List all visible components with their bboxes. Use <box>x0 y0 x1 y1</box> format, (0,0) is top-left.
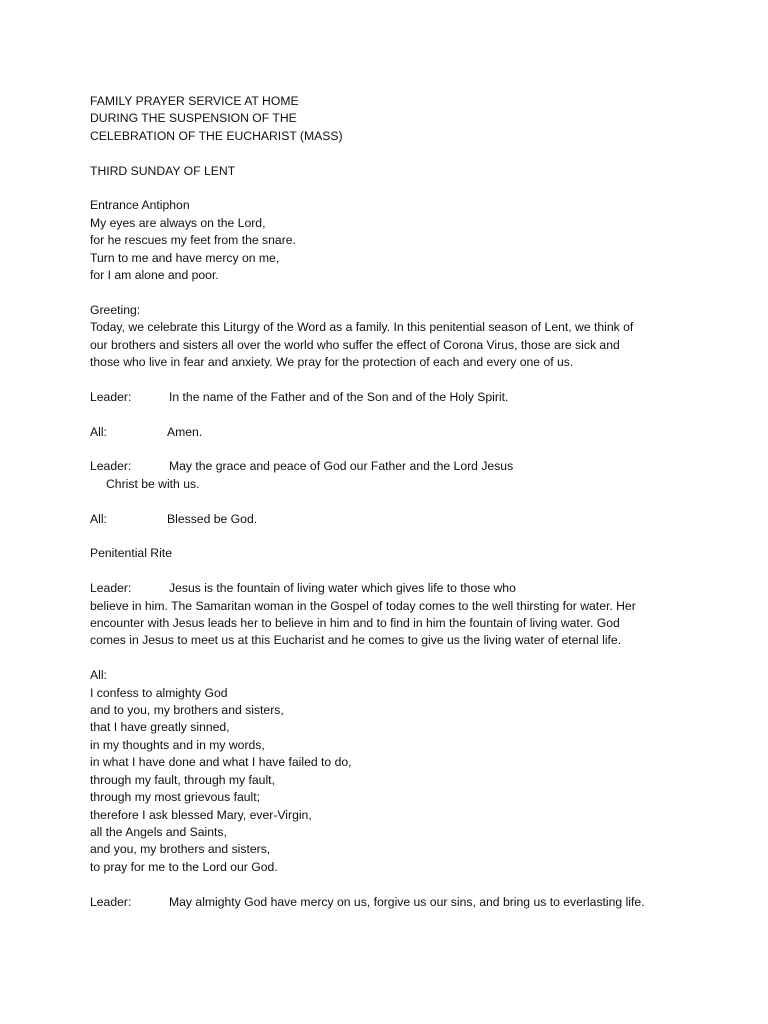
spacer <box>90 650 690 667</box>
all-response <box>90 424 690 441</box>
speaker-label: All: <box>90 511 107 526</box>
greeting-heading: Greeting: <box>90 302 141 317</box>
confiteor-line: in my thoughts and in my words, <box>90 737 265 752</box>
confiteor-line: through my most grievous fault; <box>90 790 261 805</box>
all-response <box>90 511 690 528</box>
confiteor-line: and to you, my brothers and sisters, <box>90 703 284 718</box>
spacer <box>90 406 690 423</box>
greeting-section <box>90 302 690 372</box>
penitential-line: encounter with Jesus leads her to believe in him and to find in him the fountain of living water. God <box>90 616 620 631</box>
confiteor-line: that I have greatly sinned, <box>90 720 230 735</box>
speaker-label: Leader: <box>90 459 132 474</box>
confiteor-heading: All: <box>90 668 107 683</box>
speaker-label: All: <box>90 424 107 439</box>
response-text: Amen. <box>167 424 203 439</box>
spacer <box>90 441 690 458</box>
confiteor-line: I confess to almighty God <box>90 685 228 700</box>
leader-continuation: Christ be with us. <box>106 476 200 491</box>
leader-line <box>90 894 690 911</box>
spacer <box>90 180 690 197</box>
speaker-label: Leader: <box>90 389 132 404</box>
response-text: Blessed be God. <box>167 511 258 526</box>
antiphon-line: for he rescues my feet from the snare. <box>90 233 296 248</box>
entrance-antiphon-heading: Entrance Antiphon <box>90 198 190 213</box>
spacer <box>90 493 690 510</box>
confiteor-line: in what I have done and what I have failed to do, <box>90 755 352 770</box>
title-line: CELEBRATION OF THE EUCHARIST (MASS) <box>90 128 343 143</box>
antiphon-line: My eyes are always on the Lord, <box>90 215 266 230</box>
spacer <box>90 145 690 162</box>
document-body <box>90 93 690 911</box>
title-line: DURING THE SUSPENSION OF THE <box>90 111 297 126</box>
spacer <box>90 876 690 893</box>
confiteor-line: to pray for me to the Lord our God. <box>90 859 278 874</box>
document-title <box>90 93 690 145</box>
spacer <box>90 371 690 388</box>
leader-text: In the name of the Father and of the Son and of the Holy Spirit. <box>169 389 509 404</box>
leader-line <box>90 389 690 406</box>
penitential-line: believe in him. The Samaritan woman in the Gospel of today comes to the well thirsting for water. Her <box>90 598 636 613</box>
greeting-line: those who live in fear and anxiety. We pray for the protection of each and every one of us. <box>90 355 574 370</box>
confiteor-line: and you, my brothers and sisters, <box>90 842 271 857</box>
penitential-rite-section <box>90 545 690 649</box>
spacer <box>90 528 690 545</box>
penitential-rite-heading: Penitential Rite <box>90 546 172 561</box>
greeting-line: our brothers and sisters all over the world who suffer the effect of Corona Virus, those are sick and <box>90 337 620 352</box>
leader-text: May the grace and peace of God our Father and the Lord Jesus <box>169 459 514 474</box>
penitential-line: comes in Jesus to meet us at this Eucharist and he comes to give us the living water of eternal life. <box>90 633 622 648</box>
greeting-line: Today, we celebrate this Liturgy of the Word as a family. In this penitential season of Lent, we think of <box>90 320 634 335</box>
speaker-label: Leader: <box>90 894 132 909</box>
antiphon-line: Turn to me and have mercy on me, <box>90 250 280 265</box>
confiteor-line: through my fault, through my fault, <box>90 772 275 787</box>
spacer <box>90 284 690 301</box>
confiteor-line: therefore I ask blessed Mary, ever-Virgin, <box>90 807 312 822</box>
spacer <box>90 563 690 580</box>
document-subtitle: THIRD SUNDAY OF LENT <box>90 163 236 178</box>
title-line: FAMILY PRAYER SERVICE AT HOME <box>90 94 299 108</box>
speaker-label: Leader: <box>90 581 132 596</box>
leader-text: Jesus is the fountain of living water which gives life to those who <box>169 581 516 596</box>
confiteor-line: all the Angels and Saints, <box>90 824 227 839</box>
entrance-antiphon-section <box>90 197 690 284</box>
leader-text: May almighty God have mercy on us, forgive us our sins, and bring us to everlasting life. <box>169 894 645 909</box>
confiteor-section <box>90 667 690 876</box>
leader-line <box>90 458 690 475</box>
leader-line <box>90 580 690 597</box>
antiphon-line: for I am alone and poor. <box>90 268 219 283</box>
